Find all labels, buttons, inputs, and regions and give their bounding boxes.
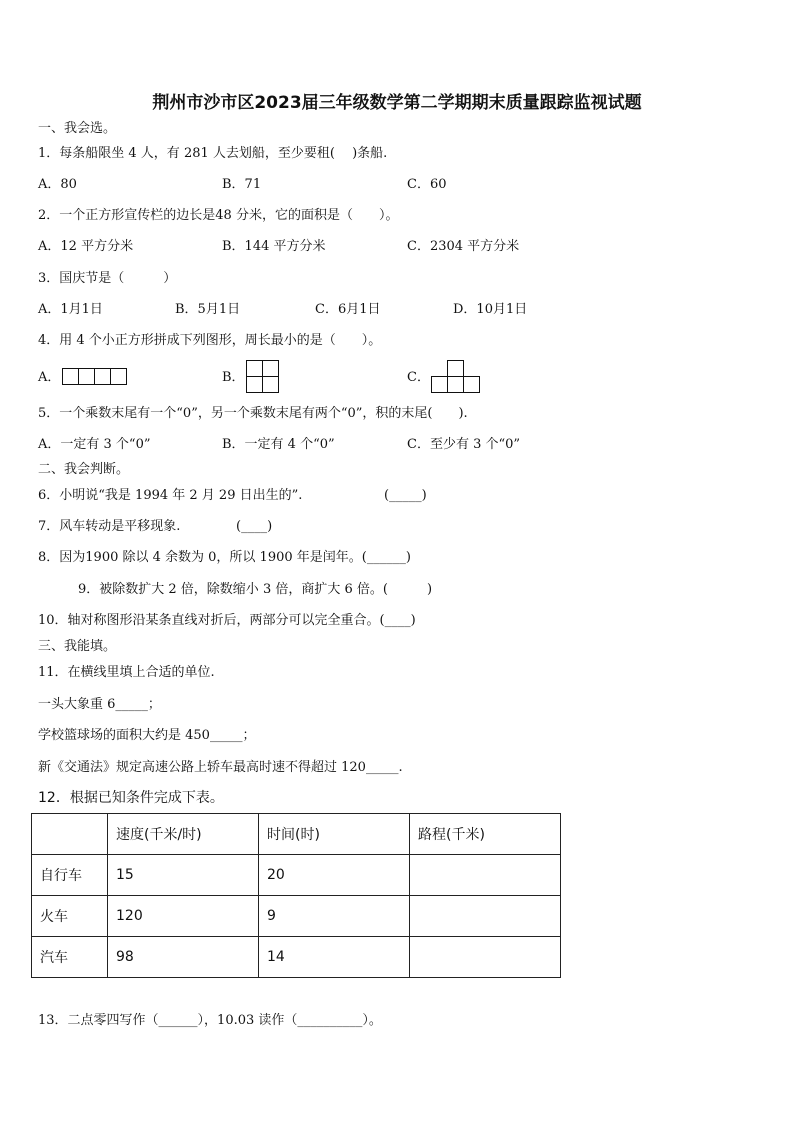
table-cell: 98 [108,937,259,978]
question-11: 11．在横线里填上合适的单位. [38,665,215,680]
table-cell: 自行车 [32,855,108,896]
question-9: 9．被除数扩大 2 倍，除数缩小 3 倍，商扩大 6 倍。( ) [78,582,433,597]
section-heading-3: 三、我能填。 [38,639,117,654]
table-cell: 火车 [32,896,108,937]
question-5: 5．一个乘数末尾有一个“0”，另一个乘数末尾有两个“0”，积的末尾( ). [38,406,468,421]
q2-option-b[interactable]: B．144 平方分米 [222,239,326,254]
q7-answer-blank[interactable]: (____) [236,519,273,534]
table-answer-cell[interactable] [410,896,561,937]
table-answer-cell[interactable] [410,937,561,978]
q6-answer-blank[interactable]: (_____) [384,488,427,503]
q5-option-c[interactable]: C．至少有 3 个“0” [407,437,521,452]
question-6: 6．小明说“我是 1994 年 2 月 29 日出生的”. [38,488,303,503]
question-8: 8．因为1900 除以 4 余数为 0，所以 1900 年是闰年。(______) [38,550,411,565]
table-cell: 9 [259,896,410,937]
table-header-cell [32,814,108,855]
page-title: 荆州市沙市区2023届三年级数学第二学期期末质量跟踪监视试题 [152,93,642,113]
q11-line-3: 新《交通法》规定高速公路上轿车最高时速不得超过 120_____. [38,760,403,775]
table-header-cell: 速度(千米/时) [108,814,259,855]
table-cell: 120 [108,896,259,937]
q11-line-2: 学校篮球场的面积大约是 450_____； [38,728,256,743]
q1-option-a[interactable]: A．80 [38,177,77,192]
q5-option-a[interactable]: A．一定有 3 个“0” [38,437,151,452]
q4-option-b[interactable]: B． [222,370,245,385]
question-4: 4．用 4 个小正方形拼成下列图形，周长最小的是（ ）。 [38,333,382,348]
q4-option-a[interactable]: A． [38,370,61,385]
q2-option-a[interactable]: A．12 平方分米 [38,239,134,254]
table-answer-cell[interactable] [410,855,561,896]
question-3: 3．国庆节是（ ） [38,271,177,286]
table-cell: 汽车 [32,937,108,978]
question-7: 7．风车转动是平移现象. [38,519,181,534]
section-heading-1: 一、我会选。 [38,121,117,136]
table-header-cell: 路程(千米) [410,814,561,855]
q5-option-b[interactable]: B．一定有 4 个“0” [222,437,335,452]
table-cell: 15 [108,855,259,896]
q3-option-a[interactable]: A．1月1日 [38,302,103,317]
section-heading-2: 二、我会判断。 [38,462,130,477]
q3-option-d[interactable]: D．10月1日 [453,302,528,317]
table-row [32,896,561,937]
q1-option-b[interactable]: B．71 [222,177,262,192]
table-header-cell: 时间(时) [259,814,410,855]
speed-distance-table [31,813,561,978]
question-2: 2．一个正方形宣传栏的边长是48 分米，它的面积是（ ）。 [38,208,399,223]
question-12: 12．根据已知条件完成下表。 [38,790,224,806]
q1-option-c[interactable]: C．60 [407,177,447,192]
q2-option-c[interactable]: C．2304 平方分米 [407,239,520,254]
q11-line-1: 一头大象重 6_____； [38,697,161,712]
table-row [32,855,561,896]
table-cell: 20 [259,855,410,896]
table-row [32,937,561,978]
q3-option-b[interactable]: B．5月1日 [175,302,241,317]
table-cell: 14 [259,937,410,978]
table-header-row [32,814,561,855]
question-1: 1．每条船限坐 4 人，有 281 人去划船，至少要租( )条船. [38,146,388,161]
q3-option-c[interactable]: C．6月1日 [315,302,381,317]
question-13: 13．二点零四写作（______），10.03 读作（__________）。 [38,1013,382,1028]
question-10: 10．轴对称图形沿某条直线对折后，两部分可以完全重合。(____) [38,613,416,628]
q4-option-c[interactable]: C． [407,370,430,385]
